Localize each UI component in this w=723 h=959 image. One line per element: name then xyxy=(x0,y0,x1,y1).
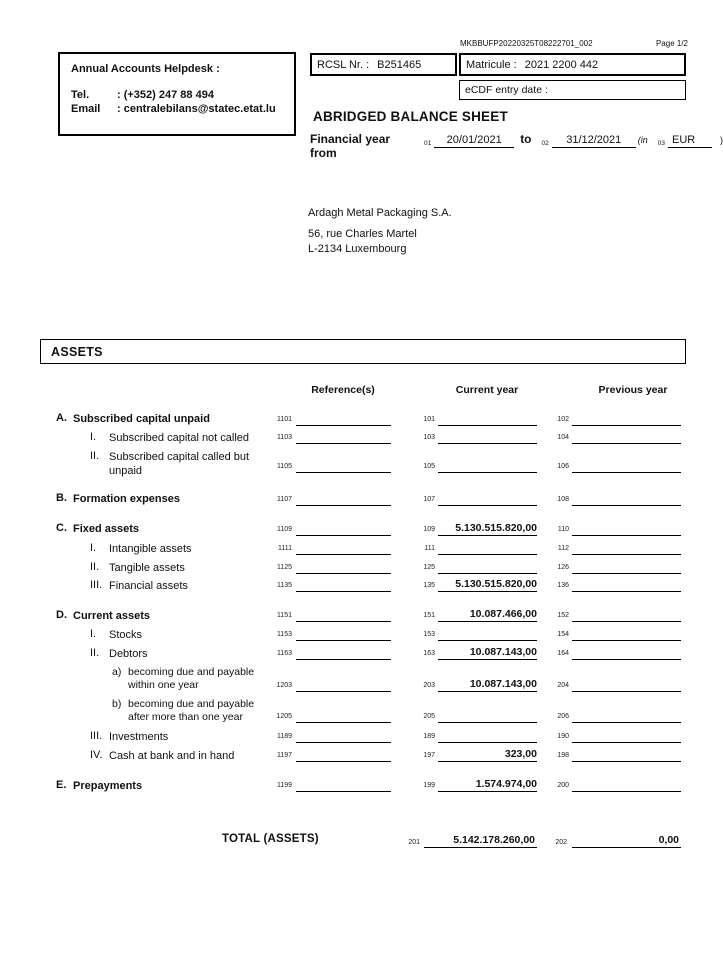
field-code-ref: 1189 xyxy=(276,733,292,740)
cur-field-line xyxy=(438,505,537,506)
matricule-box xyxy=(459,53,686,76)
prev-field-line xyxy=(572,535,681,536)
field-code-ref: 1101 xyxy=(276,416,292,423)
field-code-ref: 1105 xyxy=(276,463,292,470)
tel-value: : (+352) 247 88 494 xyxy=(117,89,214,101)
row-label: becoming due and payable within one year xyxy=(128,666,255,691)
cur-value: 323,00 xyxy=(504,748,537,760)
cur-field-line xyxy=(438,691,537,692)
cur-field-line xyxy=(438,573,537,574)
row-prefix: D. xyxy=(56,609,67,621)
field-code-ref: 1197 xyxy=(276,752,292,759)
document-meta xyxy=(460,39,688,48)
field-code-cur: 197 xyxy=(423,752,435,759)
field-code-total-previous: 202 xyxy=(555,839,567,846)
row-prefix: C. xyxy=(56,522,67,534)
rcsl-label: RCSL Nr. : xyxy=(317,58,370,71)
field-code-ref: 1111 xyxy=(277,545,292,552)
row-prefix: IV. xyxy=(90,749,103,761)
field-code-ref: 1199 xyxy=(276,782,292,789)
field-code-prev: 206 xyxy=(557,713,569,720)
field-code-cur: 125 xyxy=(423,564,435,571)
ref-field-line xyxy=(296,505,391,506)
company-address-block xyxy=(308,206,452,257)
row-prefix: b) xyxy=(112,698,122,710)
field-code-prev: 110 xyxy=(557,526,569,533)
field-code-prev: 154 xyxy=(557,631,569,638)
ref-field-line xyxy=(296,640,391,641)
row-label: Current assets xyxy=(73,610,151,622)
rcsl-box xyxy=(310,53,457,76)
matricule-label: Matricule : xyxy=(466,58,517,71)
row-prefix: II. xyxy=(90,450,100,462)
row-prefix: II. xyxy=(90,561,100,573)
field-code-cur: 163 xyxy=(423,650,435,657)
ref-field-line xyxy=(296,621,391,622)
row-prefix: B. xyxy=(56,492,67,504)
field-code-prev: 190 xyxy=(557,733,569,740)
ref-field-line xyxy=(296,761,391,762)
financial-year-line xyxy=(310,132,723,160)
row-prefix: A. xyxy=(56,412,67,424)
cur-field-line xyxy=(438,443,537,444)
ref-field-line xyxy=(296,722,391,723)
prev-field-line xyxy=(572,722,681,723)
cur-field-line xyxy=(438,659,537,660)
field-code-prev: 104 xyxy=(557,434,569,441)
prev-field-line xyxy=(572,443,681,444)
row-prefix: E. xyxy=(56,779,67,791)
row-prefix: I. xyxy=(90,431,97,443)
field-code-ref: 1163 xyxy=(276,650,292,657)
row-label: Tangible assets xyxy=(109,562,185,574)
row-prefix: I. xyxy=(90,542,97,554)
field-code-cur: 151 xyxy=(423,612,435,619)
row-prefix: III. xyxy=(90,579,103,591)
field-code-03: 03 xyxy=(657,140,665,147)
field-code-ref: 1103 xyxy=(276,434,292,441)
row-label: Subscribed capital unpaid xyxy=(73,413,210,425)
company-street: 56, rue Charles Martel xyxy=(308,228,417,240)
cur-value: 5.130.515.820,00 xyxy=(455,522,537,534)
column-header-references: Reference(s) xyxy=(311,384,375,396)
ref-field-line xyxy=(296,742,391,743)
ref-field-line xyxy=(296,472,391,473)
prev-field-line xyxy=(572,621,681,622)
cur-value: 10.087.143,00 xyxy=(469,678,537,690)
column-header-previous-year: Previous year xyxy=(598,384,668,396)
currency-field: EUR xyxy=(668,134,712,148)
in-label: (in xyxy=(637,135,648,145)
field-code-ref: 1203 xyxy=(276,682,292,689)
cur-field-line xyxy=(438,472,537,473)
cur-field-line xyxy=(438,791,537,792)
row-label: becoming due and payable after more than one year xyxy=(128,698,255,723)
email-value: : centralebilans@statec.etat.lu xyxy=(117,103,276,115)
cur-value: 1.574.974,00 xyxy=(475,778,537,790)
row-label: Prepayments xyxy=(73,780,143,792)
field-code-cur: 107 xyxy=(423,496,435,503)
document-reference: MKBBUFP20220325T08222701_002 xyxy=(460,39,593,48)
to-label: to xyxy=(520,132,532,146)
row-label: Stocks xyxy=(109,629,143,641)
field-code-prev: 108 xyxy=(557,496,569,503)
cur-field-line xyxy=(438,640,537,641)
field-code-02: 02 xyxy=(541,140,549,147)
cur-value: 10.087.143,00 xyxy=(469,646,537,658)
prev-field-line xyxy=(572,791,681,792)
field-code-cur: 111 xyxy=(424,545,435,552)
field-code-prev: 164 xyxy=(557,650,569,657)
cur-field-line xyxy=(438,621,537,622)
email-label: Email xyxy=(71,103,101,115)
rcsl-value: B251465 xyxy=(377,58,422,71)
field-code-prev: 152 xyxy=(557,612,569,619)
field-code-01: 01 xyxy=(423,140,432,147)
helpdesk-box xyxy=(58,52,296,136)
helpdesk-title: Annual Accounts Helpdesk : xyxy=(71,63,220,75)
ref-field-line xyxy=(296,691,391,692)
field-code-total-current: 201 xyxy=(408,839,420,846)
ref-field-line xyxy=(296,554,391,555)
tel-label: Tel. xyxy=(71,89,90,101)
row-prefix: III. xyxy=(90,730,103,742)
ref-field-line xyxy=(296,443,391,444)
prev-field-line xyxy=(572,591,681,592)
field-code-ref: 1135 xyxy=(276,582,292,589)
financial-year-from-field: 20/01/2021 xyxy=(434,134,514,148)
company-city: L-2134 Luxembourg xyxy=(308,243,407,255)
cur-field-line xyxy=(438,425,537,426)
field-code-ref: 1205 xyxy=(276,713,292,720)
field-code-cur: 203 xyxy=(423,682,435,689)
row-label: Debtors xyxy=(109,648,148,660)
field-code-prev: 102 xyxy=(557,416,569,423)
prev-field-line xyxy=(572,505,681,506)
row-prefix: a) xyxy=(112,666,122,678)
total-previous-year-line xyxy=(572,847,681,848)
row-label: Fixed assets xyxy=(73,523,140,535)
ecdf-entry-date-box xyxy=(459,80,686,100)
field-code-ref: 1109 xyxy=(276,526,292,533)
company-name: Ardagh Metal Packaging S.A. xyxy=(308,207,452,219)
field-code-prev: 204 xyxy=(557,682,569,689)
row-label: Financial assets xyxy=(109,580,188,592)
field-code-prev: 200 xyxy=(557,782,569,789)
row-prefix: II. xyxy=(90,647,100,659)
prev-field-line xyxy=(572,742,681,743)
row-label: Subscribed capital called but unpaid xyxy=(109,451,250,477)
prev-field-line xyxy=(572,761,681,762)
total-current-year-line xyxy=(424,847,537,848)
field-code-cur: 103 xyxy=(423,434,435,441)
total-previous-year-value: 0,00 xyxy=(658,834,679,846)
row-prefix: I. xyxy=(90,628,97,640)
field-code-cur: 199 xyxy=(423,782,435,789)
financial-year-to-field: 31/12/2021 xyxy=(552,134,636,148)
prev-field-line xyxy=(572,640,681,641)
field-code-prev: 136 xyxy=(557,582,569,589)
close-paren: ) xyxy=(720,135,723,145)
field-code-prev: 112 xyxy=(557,545,569,552)
ref-field-line xyxy=(296,791,391,792)
cur-field-line xyxy=(438,591,537,592)
row-label: Intangible assets xyxy=(109,543,192,555)
prev-field-line xyxy=(572,659,681,660)
field-code-ref: 1107 xyxy=(276,496,292,503)
total-assets-label: TOTAL (ASSETS) xyxy=(222,833,319,845)
cur-field-line xyxy=(438,761,537,762)
ref-field-line xyxy=(296,573,391,574)
total-current-year-value: 5.142.178.260,00 xyxy=(453,834,535,846)
row-label: Investments xyxy=(109,731,169,743)
cur-value: 5.130.515.820,00 xyxy=(455,578,537,590)
financial-year-label: Financial year from xyxy=(310,132,391,160)
ref-field-line xyxy=(296,425,391,426)
field-code-ref: 1151 xyxy=(276,612,292,619)
cur-field-line xyxy=(438,742,537,743)
prev-field-line xyxy=(572,425,681,426)
prev-field-line xyxy=(572,573,681,574)
cur-field-line xyxy=(438,722,537,723)
prev-field-line xyxy=(572,472,681,473)
column-header-current-year: Current year xyxy=(455,384,519,396)
document-title: ABRIDGED BALANCE SHEET xyxy=(313,109,508,124)
row-label: Subscribed capital not called xyxy=(109,432,250,444)
ecdf-label: eCDF entry date : xyxy=(465,84,548,96)
field-code-cur: 101 xyxy=(423,416,435,423)
field-code-cur: 109 xyxy=(423,526,435,533)
ref-field-line xyxy=(296,591,391,592)
cur-field-line xyxy=(438,535,537,536)
field-code-cur: 153 xyxy=(423,631,435,638)
field-code-cur: 105 xyxy=(423,463,435,470)
field-code-cur: 135 xyxy=(423,582,435,589)
field-code-cur: 205 xyxy=(423,713,435,720)
prev-field-line xyxy=(572,691,681,692)
matricule-value: 2021 2200 442 xyxy=(524,58,599,71)
prev-field-line xyxy=(572,554,681,555)
row-label: Formation expenses xyxy=(73,493,180,505)
field-code-prev: 126 xyxy=(557,564,569,571)
field-code-cur: 189 xyxy=(423,733,435,740)
field-code-ref: 1125 xyxy=(276,564,292,571)
page-number: Page 1/2 xyxy=(655,39,688,48)
cur-field-line xyxy=(438,554,537,555)
field-code-prev: 198 xyxy=(557,752,569,759)
row-label: Cash at bank and in hand xyxy=(109,750,235,762)
ref-field-line xyxy=(296,659,391,660)
field-code-prev: 106 xyxy=(557,463,569,470)
cur-value: 10.087.466,00 xyxy=(469,608,537,620)
field-code-ref: 1153 xyxy=(276,631,292,638)
assets-section-header: ASSETS xyxy=(40,339,686,364)
ref-field-line xyxy=(296,535,391,536)
